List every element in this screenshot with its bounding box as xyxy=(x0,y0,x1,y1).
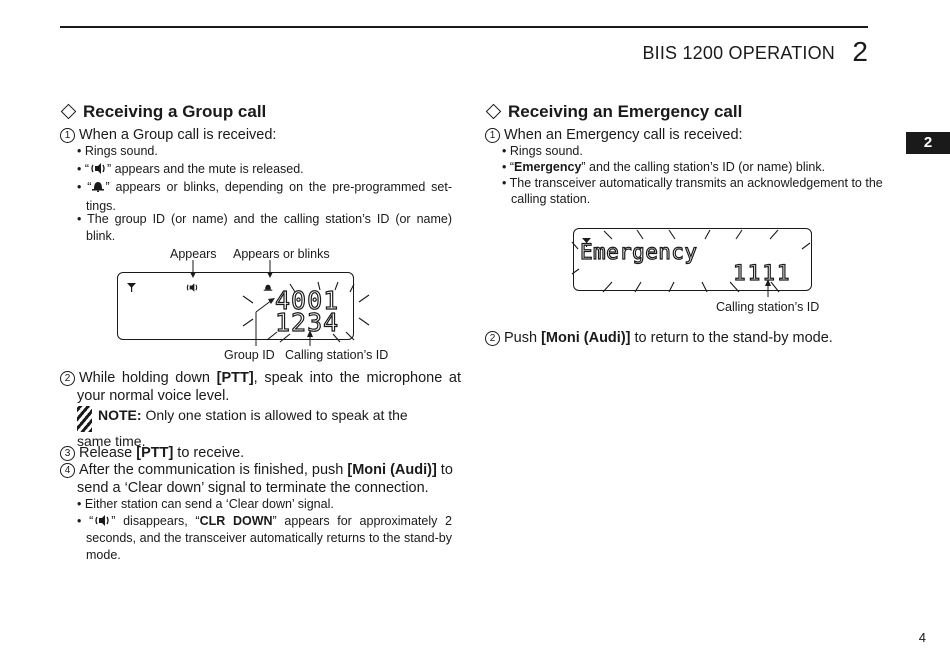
step-number-icon: 1 xyxy=(485,128,500,143)
group-bullet-clear-down: • Either station can send a ‘Clear down’ signal. xyxy=(77,497,334,511)
emergency-bullet-blink: • “Emergency” and the calling station’s ID (or name) blink. xyxy=(502,160,826,174)
antenna-icon xyxy=(127,279,136,297)
note-block: NOTE: Only one station is allowed to speak at the same time. xyxy=(77,407,408,449)
step-number-icon: 2 xyxy=(60,371,75,386)
lcd-calling-id: 1234 xyxy=(275,308,340,337)
chapter-tab: 2 xyxy=(906,132,950,154)
emergency-bullet-rings: • Rings sound. xyxy=(502,144,583,158)
speaker-icon xyxy=(93,514,111,528)
note-icon xyxy=(77,406,92,432)
label-group-id: Group ID xyxy=(224,348,275,362)
step-number-icon: 2 xyxy=(485,331,500,346)
emergency-step-2: 2 Push [Moni (Audi)] to return to the stand-by mode. xyxy=(485,329,833,347)
bell-icon xyxy=(91,180,105,194)
lcd-emergency-text: Emergency xyxy=(580,240,698,264)
group-step-3: 3 Release [PTT] to receive. xyxy=(60,444,244,462)
group-bullet-clr-down: • “ ” disappears, “CLR DOWN” appears for approximately 2 seconds, and the transceiver automatically returns to the stand-by mode. xyxy=(77,514,452,562)
group-call-lcd xyxy=(117,272,354,340)
page-number: 4 xyxy=(918,630,926,645)
lcd-speaker-icon xyxy=(185,279,199,297)
header-title: BIIS 1200 OPERATION xyxy=(642,43,835,63)
emergency-call-heading: Receiving an Emergency call xyxy=(485,102,742,122)
group-step-2: 2 While holding down [PTT], speak into the microphone at your normal voice level. xyxy=(60,369,461,405)
group-bullet-ids: • The group ID (or name) and the calling station’s ID (or name) blink. xyxy=(77,212,452,243)
group-bullet-bell: • “ ” appears or blinks, depending on the pre-programmed set-tings. xyxy=(77,180,453,213)
chapter-number: 2 xyxy=(852,36,868,67)
group-step-4: 4 After the communication is finished, push [Moni (Audi)] to send a ‘Clear down’ signal to terminate the connection. xyxy=(60,461,461,497)
emergency-call-lcd xyxy=(573,228,812,291)
header-rule xyxy=(60,26,868,28)
step-number-icon: 3 xyxy=(60,446,75,461)
lcd-calling-id: 1111 xyxy=(733,261,792,285)
diamond-icon xyxy=(486,104,502,120)
label-calling-station-id: Calling station’s ID xyxy=(716,300,820,314)
emergency-bullet-ack: • The transceiver automatically transmits an acknowledgement to the calling station. xyxy=(502,176,883,206)
group-step-1: 1 When a Group call is received: xyxy=(60,126,276,144)
speaker-icon xyxy=(89,162,107,176)
label-appears: Appears xyxy=(170,247,217,261)
emergency-step-1: 1 When an Emergency call is received: xyxy=(485,126,743,144)
group-bullet-rings: • Rings sound. xyxy=(77,144,158,158)
label-calling-station-id: Calling station’s ID xyxy=(285,348,389,362)
group-bullet-speaker: • “ ” appears and the mute is released. xyxy=(77,162,304,176)
step-number-icon: 4 xyxy=(60,463,75,478)
label-appears-or-blinks: Appears or blinks xyxy=(233,247,330,261)
lcd-group-id: 4001 xyxy=(275,286,340,315)
step-number-icon: 1 xyxy=(60,128,75,143)
diamond-icon xyxy=(61,104,77,120)
lcd-bell-icon xyxy=(263,279,273,297)
group-call-heading: Receiving a Group call xyxy=(60,102,266,122)
